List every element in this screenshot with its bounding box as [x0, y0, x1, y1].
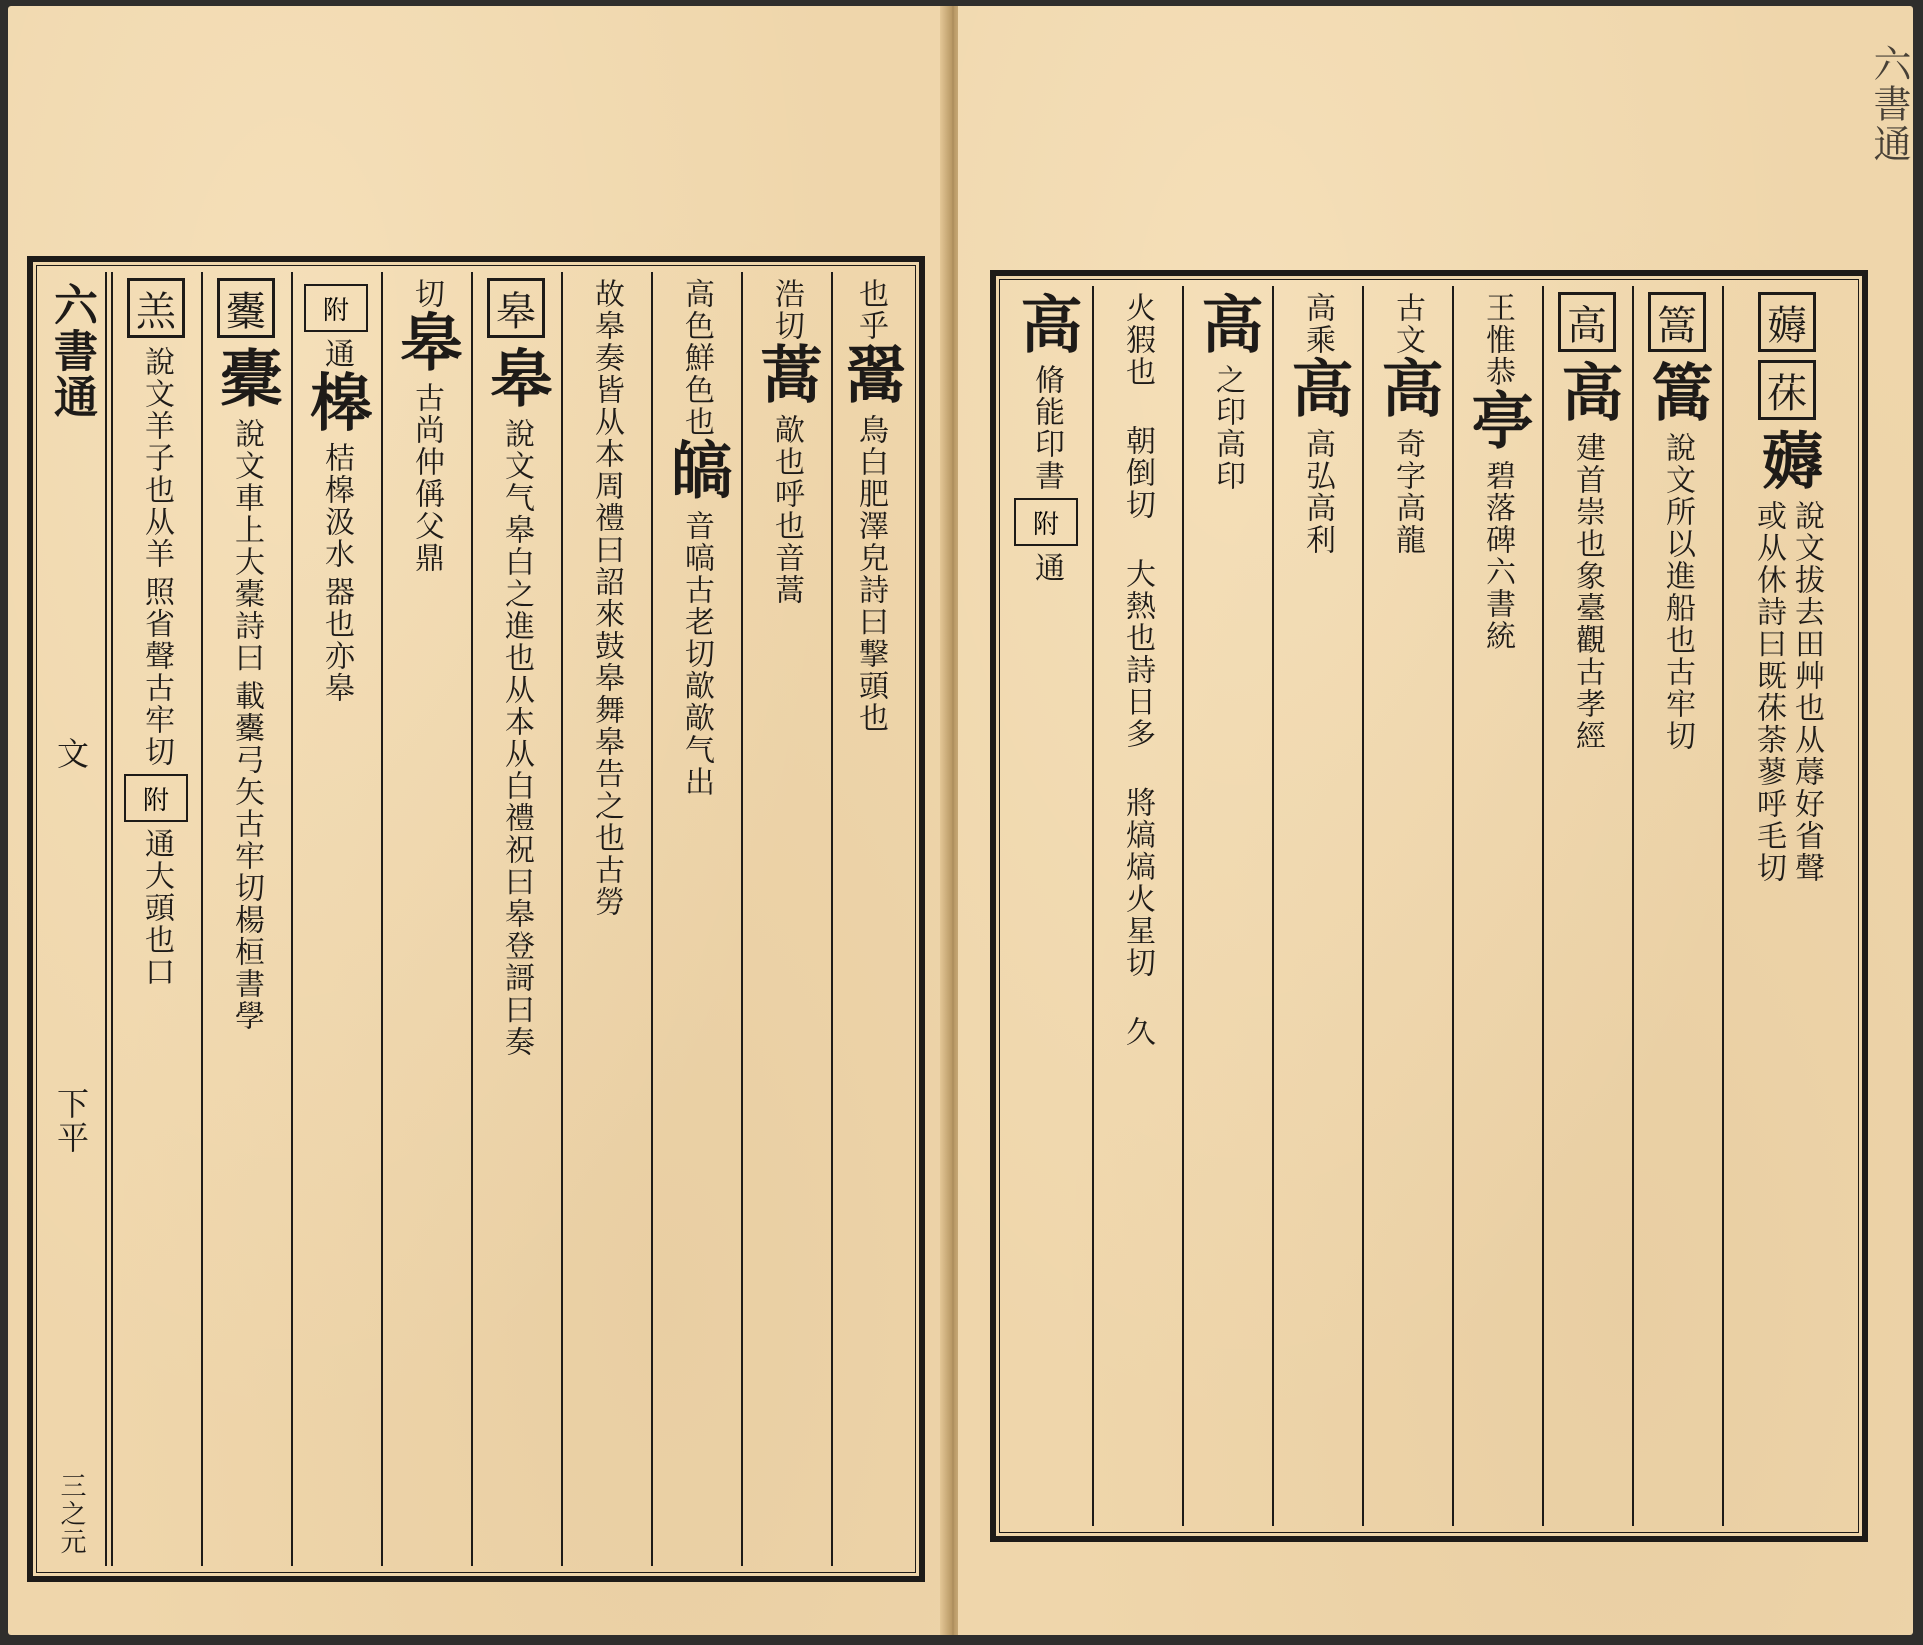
- margin-mark: 文: [52, 736, 90, 771]
- margin-title-fragment: 六書通: [1867, 44, 1911, 164]
- entry-column-hao-color: [651, 272, 739, 1566]
- seal-script-glyph: 高: [1281, 356, 1354, 428]
- entry-text: 鳥白肥澤皃詩曰: [853, 414, 888, 638]
- right-margin-fragment: [1868, 24, 1910, 1304]
- entry-text: 說文气皋白之進也从本从白禮祝曰皋登謌曰奏: [499, 418, 534, 1058]
- head-character-box: [1758, 292, 1816, 352]
- entry-column-gao-seals-1: [1362, 286, 1450, 1526]
- seal-script-glyph: 槔: [300, 370, 373, 442]
- section-label: 下平: [52, 1087, 90, 1156]
- source-label: 碧落碑: [1480, 460, 1515, 556]
- seal-script-glyph: 翯: [834, 342, 907, 414]
- entry-text: 歊也呼: [769, 414, 804, 510]
- appendix-type: 通: [319, 338, 354, 370]
- entry-text: 撃頭也: [853, 638, 888, 734]
- head-character: 高: [1567, 302, 1607, 349]
- head-character-box: [217, 278, 275, 338]
- seal-script-glyph: 高: [1551, 360, 1624, 432]
- seal-script-glyph: 皜: [660, 438, 733, 510]
- entry-text: 桔槔汲水: [319, 442, 354, 570]
- entry-text: 說文所以進: [1660, 432, 1695, 592]
- seal-script-glyph: 橐: [210, 346, 283, 418]
- entry-text: 高龍: [1390, 492, 1425, 556]
- source-label: 仲偁: [409, 446, 444, 510]
- appendix-box: [304, 284, 368, 332]
- entry-text: 載櫜弓矢古牢切: [229, 680, 264, 904]
- appendix-box: [124, 774, 188, 822]
- entry-text: 高色鮮色也: [679, 278, 714, 438]
- source-label: 六書統: [1480, 556, 1515, 652]
- entry-text: 高弘: [1300, 428, 1335, 492]
- appendix-text: 大頭也口: [139, 860, 174, 988]
- entry-text: 王惟恭: [1480, 292, 1515, 388]
- entry-text: 說文拔去田艸也从蓐好省聲: [1789, 500, 1824, 884]
- head-character: 櫜: [226, 288, 266, 335]
- running-title-column: [37, 272, 107, 1566]
- entry-text: 高乘: [1300, 292, 1335, 356]
- entry-text: 照省聲古牢切: [139, 576, 174, 768]
- entry-text: 高利: [1300, 492, 1335, 556]
- left-page-frame: [27, 256, 925, 1582]
- entry-text: 之印: [1210, 364, 1245, 428]
- appendix-label: 附: [1032, 509, 1059, 540]
- entry-column-gao-marsh: [471, 272, 559, 1566]
- entry-text: 說文羊子也从羊: [139, 346, 174, 570]
- entry-text: 故皋奏皆从本周禮曰詔來鼓皋舞皋告之也古勞: [589, 278, 624, 918]
- head-character: 茠: [1767, 370, 1807, 417]
- entry-column-hao-vast: [741, 272, 829, 1566]
- head-character-box: [1758, 360, 1816, 420]
- folio-number: 三之元: [56, 1471, 86, 1556]
- running-title: 六書通: [46, 282, 97, 420]
- seal-script-glyph: 高: [1191, 292, 1264, 364]
- entry-column-hao-weed: [1722, 286, 1850, 1526]
- right-page-frame: [990, 270, 1868, 1542]
- appendix-type: 通: [139, 828, 174, 860]
- entry-column-extra: [561, 272, 649, 1566]
- entry-text: 也音蒿: [769, 510, 804, 606]
- seal-script-glyph: 亭: [1461, 388, 1534, 460]
- definition-pair: [1751, 500, 1824, 884]
- appendix-text: 火猳也 朝倒切 大熱也詩日多 將熇熇火星切 久: [1120, 292, 1155, 1048]
- source-label: 楊桓: [229, 904, 264, 968]
- seal-script-glyph: 高: [1010, 292, 1083, 364]
- entry-column-appendix-text: [1092, 286, 1180, 1526]
- head-character-box: [1558, 292, 1616, 352]
- entry-text: 說文車上大橐詩曰: [229, 418, 264, 674]
- entry-column-appendix: [291, 272, 379, 1566]
- entry-text: 高印: [1210, 428, 1245, 492]
- entry-text: 印書: [1029, 428, 1064, 492]
- seal-script-glyph: 皋: [480, 346, 553, 418]
- entry-column-appendix-right: [1002, 286, 1090, 1526]
- entry-text: 船也古牢切: [1660, 592, 1695, 752]
- seal-script-glyph: 高: [1371, 356, 1444, 428]
- source-label: 書學: [229, 968, 264, 1032]
- entry-column-variants: [381, 272, 469, 1566]
- seal-script-glyph: 蒿: [750, 342, 823, 414]
- entry-column-gao-high: [1542, 286, 1630, 1526]
- entry-text: 也乎: [853, 278, 888, 342]
- entry-text: 浩切: [769, 278, 804, 342]
- source-label: 古孝經: [1570, 656, 1605, 752]
- seal-script-glyph: 篙: [1641, 360, 1714, 432]
- seal-script-glyph: 薅: [1751, 428, 1824, 500]
- entry-text: 脩能: [1029, 364, 1064, 428]
- entry-column-gao-seals-3: [1182, 286, 1270, 1526]
- entry-text: 建首崇也象臺觀: [1570, 432, 1605, 656]
- source-label: 古尚: [409, 382, 444, 446]
- head-character: 薅: [1767, 302, 1807, 349]
- entry-text: 器也亦皋: [319, 576, 354, 704]
- entry-column-gao-seals-2: [1272, 286, 1360, 1526]
- appendix-type: 通: [1029, 552, 1064, 584]
- entry-text: 奇字: [1390, 428, 1425, 492]
- appendix-box: [1014, 498, 1078, 546]
- entry-text: 或从休詩曰既茠荼蓼呼毛切: [1751, 500, 1786, 884]
- entry-column-gao-variants: [1452, 286, 1540, 1526]
- head-character: 篙: [1657, 302, 1697, 349]
- entry-column-gao-lamb: [111, 272, 199, 1566]
- entry-text: 古文: [1390, 292, 1425, 356]
- entry-column-he-crane: [831, 272, 907, 1566]
- head-character-box: [1648, 292, 1706, 352]
- source-label: 父鼎: [409, 510, 444, 574]
- entry-text: 音嗃古老切: [679, 510, 714, 670]
- head-character-box: [487, 278, 545, 338]
- entry-column-gao-bag: [201, 272, 289, 1566]
- entry-text: 歊歊气出: [679, 670, 714, 798]
- head-character: 皋: [496, 288, 536, 335]
- appendix-label: 附: [142, 785, 169, 816]
- head-character-box: [127, 278, 185, 338]
- entry-column-gao-pole: [1632, 286, 1720, 1526]
- entry-text: 切: [409, 278, 444, 310]
- seal-script-glyph: 皋: [390, 310, 463, 382]
- appendix-label: 附: [322, 295, 349, 326]
- head-character: 羔: [136, 288, 176, 335]
